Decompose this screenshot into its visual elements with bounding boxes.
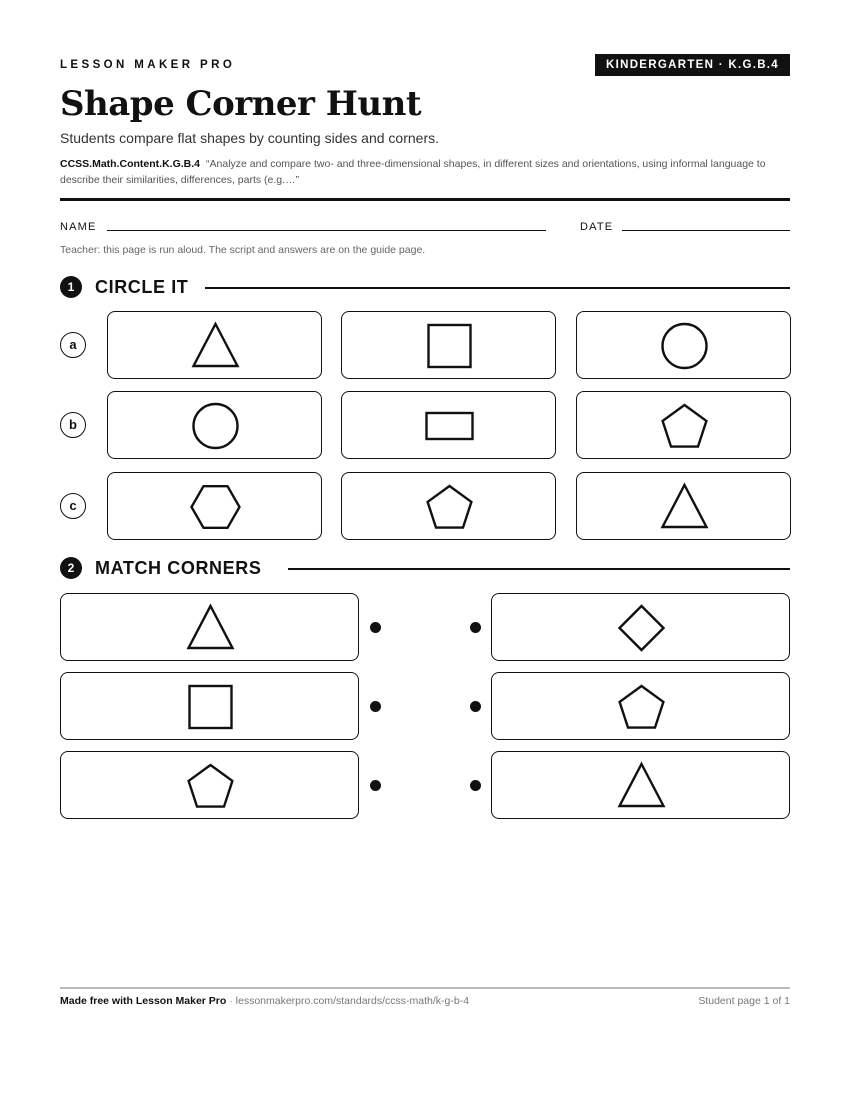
footer-credit (60, 995, 469, 1007)
standard-code: CCSS.Math.Content.K.G.B.4 (60, 158, 201, 170)
date-field-line[interactable] (622, 230, 790, 231)
pentagon-icon (342, 473, 557, 541)
triangle-icon (492, 752, 791, 820)
match-right-card-2 (491, 672, 790, 740)
name-label: NAME (60, 221, 97, 233)
square-shape (190, 686, 232, 728)
row-badge-c: c (60, 493, 86, 519)
section-match-corners-header (60, 556, 790, 580)
name-field-line[interactable] (107, 230, 546, 231)
match-right-dot-1[interactable] (470, 622, 481, 633)
match-left-card-1 (60, 593, 359, 661)
match-left-dot-2[interactable] (370, 701, 381, 712)
header-divider (60, 198, 790, 201)
triangle-icon (108, 312, 323, 380)
circle-it-card-b-2[interactable] (341, 391, 556, 459)
hexagon-icon (108, 473, 323, 541)
circle-shape (663, 324, 707, 368)
triangle-icon (577, 473, 792, 541)
standard-text: “Analyze and compare two- and three-dimensional shapes, in different sizes and orientations, using informal language to describe their similarities, differences, parts (e.g.…” (60, 158, 766, 186)
footer-made-with: Made free with Lesson Maker Pro (60, 995, 227, 1007)
match-left-dot-1[interactable] (370, 622, 381, 633)
triangle-shape (663, 485, 707, 527)
circle-it-card-a-1[interactable] (107, 311, 322, 379)
match-right-card-1 (491, 593, 790, 661)
triangle-icon (61, 594, 360, 662)
pentagon-shape (428, 486, 472, 528)
page-subtitle: Students compare flat shapes by counting sides and corners. (60, 130, 439, 146)
standard-description (60, 156, 790, 188)
circle-icon (577, 312, 792, 380)
footer-divider (60, 987, 790, 989)
circle-shape (194, 404, 238, 448)
match-right-dot-2[interactable] (470, 701, 481, 712)
circle-it-card-c-1[interactable] (107, 472, 322, 540)
circle-it-card-a-2[interactable] (341, 311, 556, 379)
square-icon (61, 673, 360, 741)
worksheet-page (60, 0, 790, 1100)
circle-it-card-c-3[interactable] (576, 472, 791, 540)
hexagon-shape (192, 486, 240, 528)
match-right-card-3 (491, 751, 790, 819)
date-label: DATE (580, 221, 614, 233)
diamond-shape (620, 606, 664, 650)
pentagon-shape (189, 765, 233, 807)
section-rule (288, 568, 790, 570)
triangle-shape (194, 324, 238, 366)
section-title: CIRCLE IT (95, 277, 189, 297)
section-title: MATCH CORNERS (95, 558, 262, 578)
match-left-card-3 (60, 751, 359, 819)
section-circle-it-header (60, 275, 790, 299)
row-badge-b: b (60, 412, 86, 438)
circle-icon (108, 392, 323, 460)
section-number-badge: 1 (60, 276, 82, 298)
pentagon-shape (620, 686, 664, 728)
match-right-dot-3[interactable] (470, 780, 481, 791)
row-badge-a: a (60, 332, 86, 358)
diamond-icon (492, 594, 791, 662)
circle-it-card-c-2[interactable] (341, 472, 556, 540)
section-rule (205, 287, 790, 289)
footer-url[interactable]: · lessonmakerpro.com/standards/ccss-math/k-g-b-4 (226, 995, 470, 1007)
square-icon (342, 312, 557, 380)
rectangle-shape (427, 413, 473, 439)
pentagon-icon (577, 392, 792, 460)
rectangle-icon (342, 392, 557, 460)
pentagon-icon (492, 673, 791, 741)
grade-badge: KINDERGARTEN · K.G.B.4 (595, 54, 790, 76)
triangle-shape (620, 764, 664, 806)
teacher-note: Teacher: this page is run aloud. The script and answers are on the guide page. (60, 244, 426, 256)
brand-name: LESSON MAKER PRO (60, 59, 236, 71)
pentagon-icon (61, 752, 360, 820)
footer-page-number: Student page 1 of 1 (698, 995, 790, 1007)
section-number-badge: 2 (60, 557, 82, 579)
circle-it-card-b-3[interactable] (576, 391, 791, 459)
square-shape (429, 325, 471, 367)
match-left-dot-3[interactable] (370, 780, 381, 791)
match-left-card-2 (60, 672, 359, 740)
circle-it-card-b-1[interactable] (107, 391, 322, 459)
page-title: Shape Corner Hunt (60, 84, 422, 124)
circle-it-card-a-3[interactable] (576, 311, 791, 379)
pentagon-shape (663, 405, 707, 447)
triangle-shape (189, 606, 233, 648)
